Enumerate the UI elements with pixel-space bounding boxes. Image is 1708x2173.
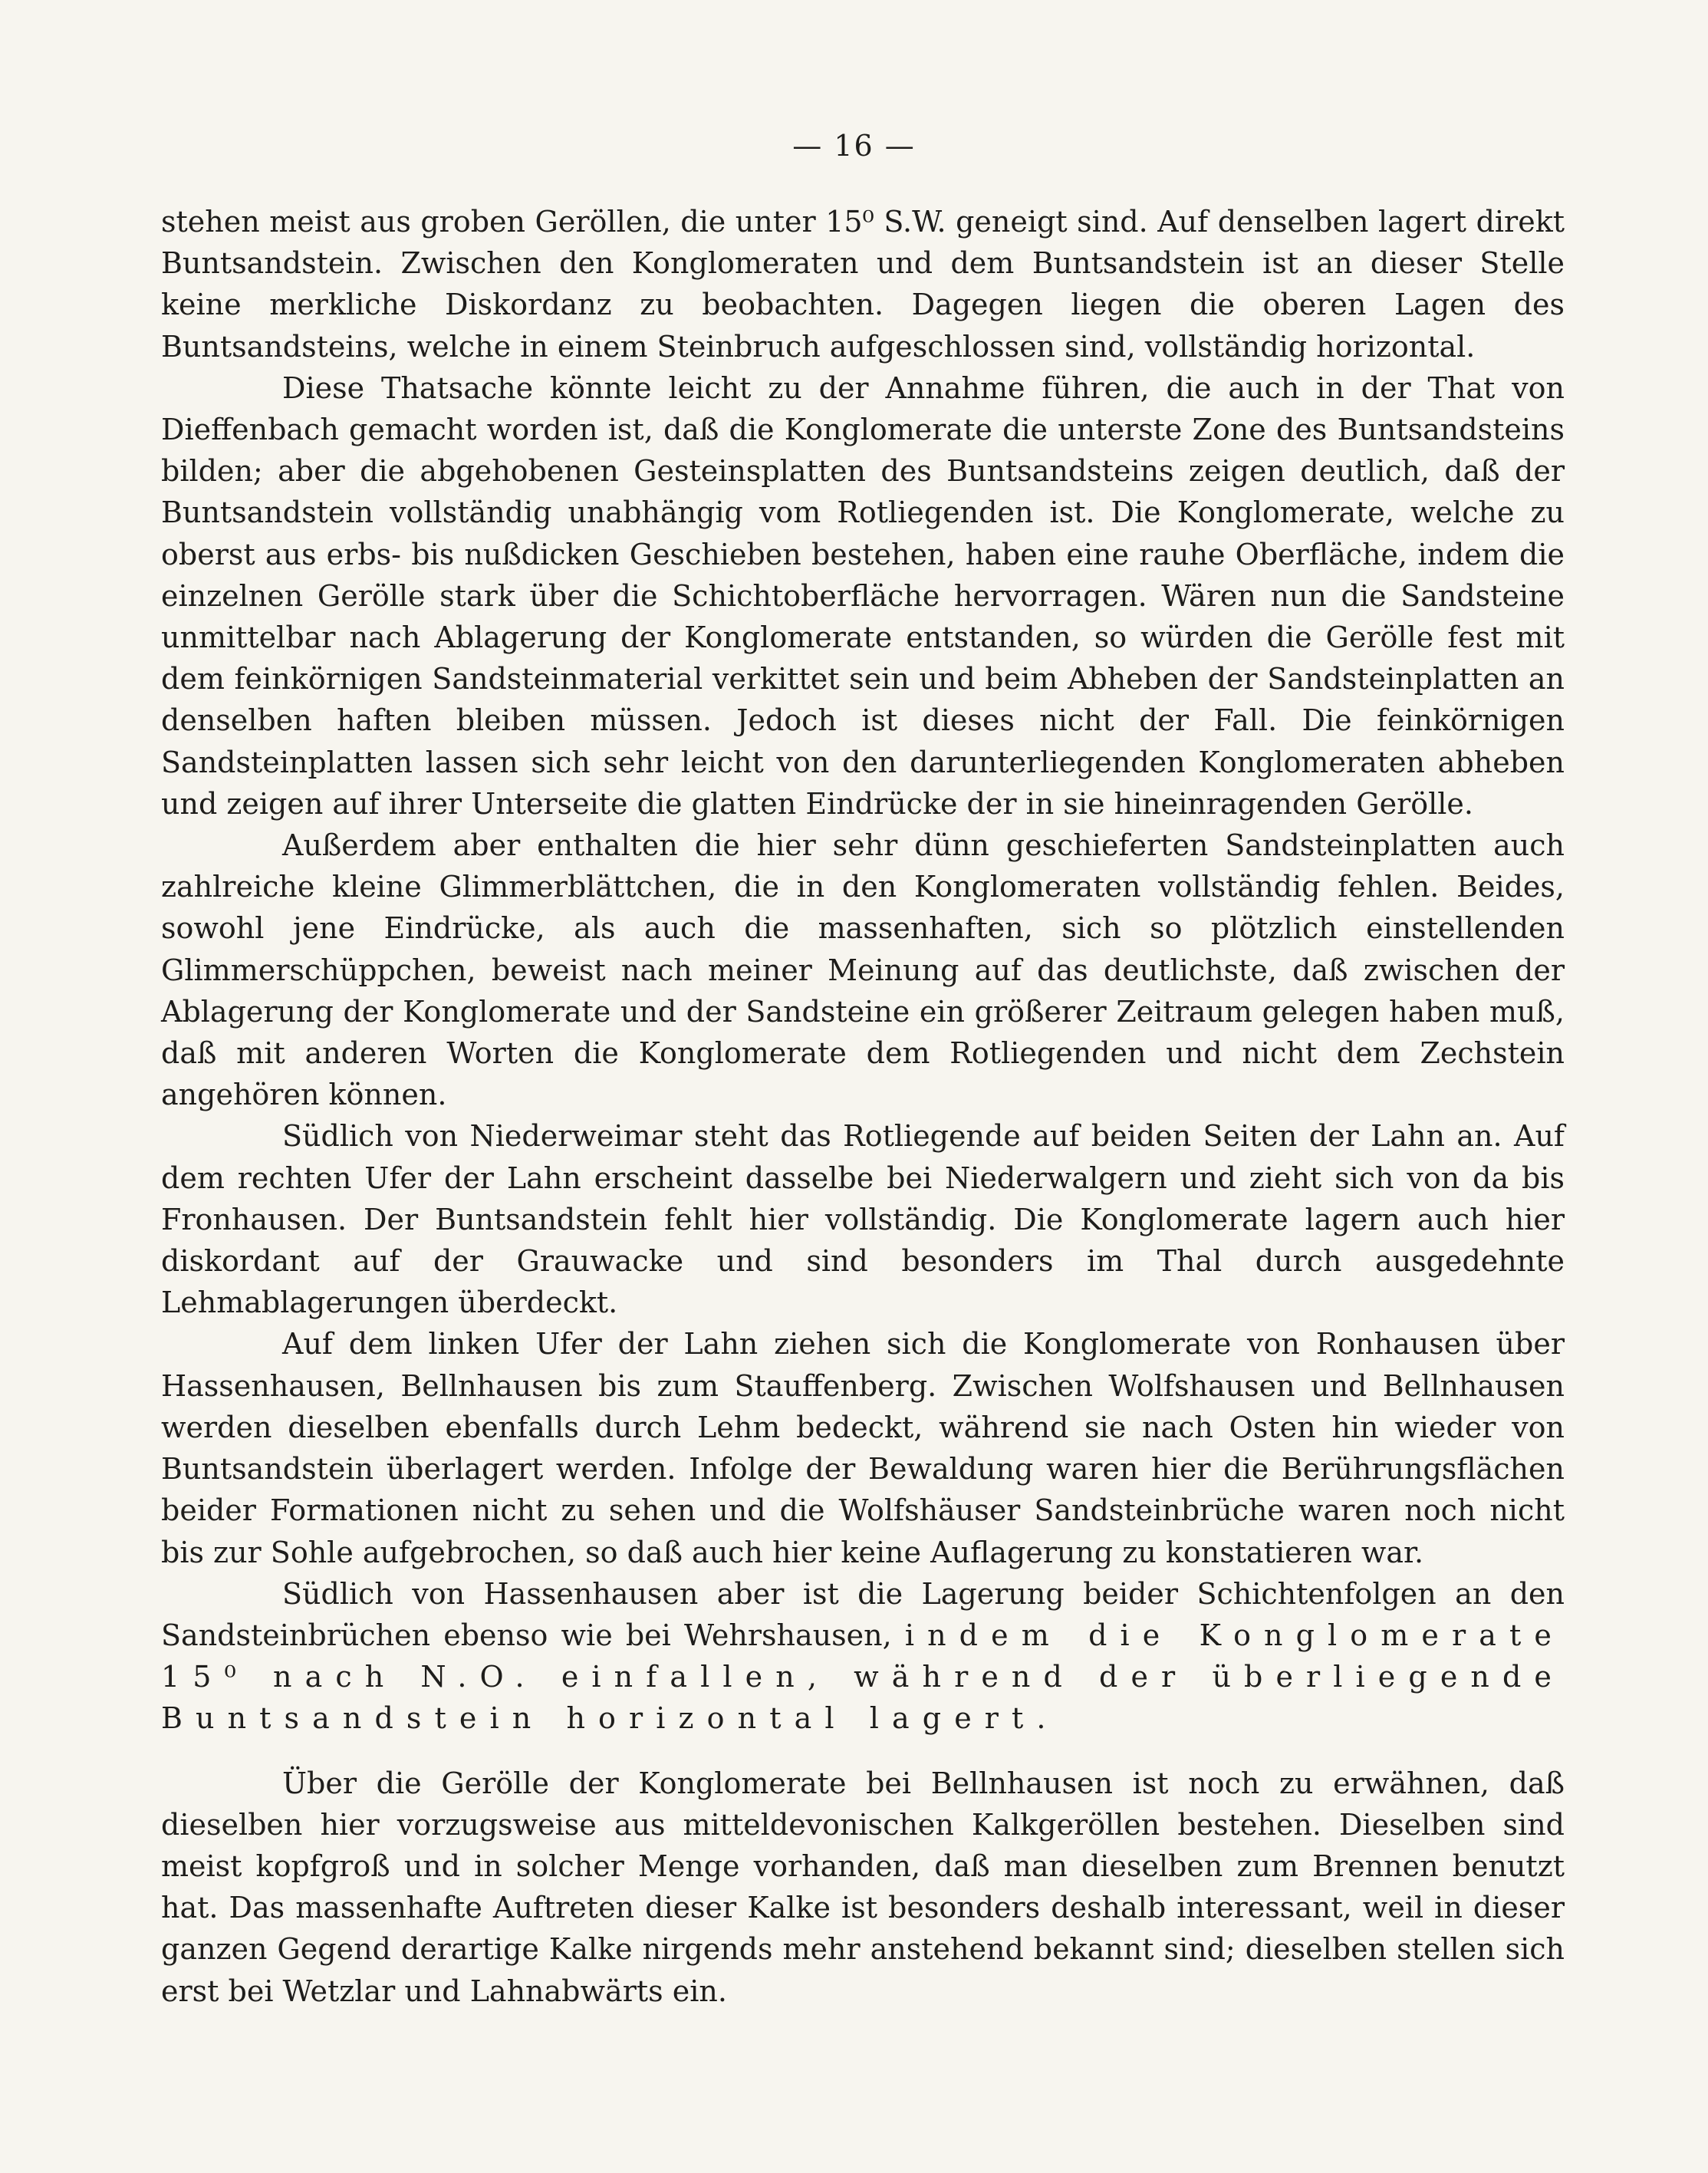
paragraph-3: Außerdem aber enthalten die hier sehr dünn geschieferten Sandsteinplatten auch zahlreiche kleine Glimmerblättchen, die in den Konglomeraten vollständig fehlen. Beides, sowohl jene Eindrücke, als auch die massenhaften, sich so plötzlich einstellenden Glimmerschüppchen, beweist nach meiner Meinung auf das deutlichste, daß zwischen der Ablagerung der Konglomerate und der Sandsteine ein größerer Zeitraum gelegen haben muß, daß mit anderen Worten die Konglomerate dem Rotliegenden und nicht dem Zechstein angehören können. xyxy=(161,828,1565,1112)
paragraph-5: Auf dem linken Ufer der Lahn ziehen sich die Konglomerate von Ronhausen über Hassenhausen, Bellnhausen bis zum Stauffenberg. Zwischen Wolfshausen und Bellnhausen werden dieselben ebenfalls durch Lehm bedeckt, während sie nach Osten hin wieder von Buntsandstein überlagert werden. Infolge der Bewaldung waren hier die Berührungsflächen beider Formationen nicht zu sehen und die Wolfshäuser Sandsteinbrüche waren noch nicht bis zur Sohle aufgebrochen, so daß auch hier keine Auflagerung zu konstatieren war. xyxy=(161,1327,1565,1569)
paragraph-6-text: Südlich von Hassenhausen aber ist die Lagerung beider Schichtenfolgen an den Sandsteinbrüchen ebenso wie bei Wehrshausen, xyxy=(161,1576,1565,1652)
paragraph-7: Über die Gerölle der Konglomerate bei Bellnhausen ist noch zu erwähnen, daß dieselben hier vorzugsweise aus mitteldevonischen Kalkgeröllen bestehen. Dieselben sind meist kopfgroß und in solcher Menge vorhanden, daß man dieselben zum Brennen benutzt hat. Das massenhafte Auftreten dieser Kalke ist besonders deshalb interessant, weil in dieser ganzen Gegend derartige Kalke nirgends mehr anstehend bekannt sind; dieselben stellen sich erst bei Wetzlar und Lahnabwärts ein. xyxy=(161,1766,1565,2008)
paragraph-2: Diese Thatsache könnte leicht zu der Annahme führen, die auch in der That von Dieffenbach gemacht worden ist, daß die Konglomerate die unterste Zone des Buntsandsteins bilden; aber die abgehobenen Gesteinsplatten des Buntsandsteins zeigen deutlich, daß der Buntsandstein vollständig unabhängig vom Rotliegenden ist. Die Konglomerate, welche zu oberst aus erbs- bis nußdicken Geschieben bestehen, haben eine rauhe Oberfläche, indem die einzelnen Gerölle stark über die Schichtoberfläche hervorragen. Wären nun die Sandsteine unmittelbar nach Ablagerung der Konglomerate entstanden, so würden die Gerölle fest mit dem feinkörnigen Sandsteinmaterial verkittet sein und beim Abheben der Sandsteinplatten an denselben haften bleiben müssen. Jedoch ist dieses nicht der Fall. Die feinkörnigen Sandsteinplatten lassen sich sehr leicht von den darunterliegenden Konglomeraten abheben und zeigen auf ihrer Unterseite die glatten Eindrücke der in sie hineinragenden Gerölle. xyxy=(161,370,1565,821)
paragraph-4: Südlich von Niederweimar steht das Rotliegende auf beiden Seiten der Lahn an. Auf dem rechten Ufer der Lahn erscheint dasselbe bei Niederwalgern und zieht sich von da bis Fronhausen. Der Buntsandstein fehlt hier vollständig. Die Konglomerate lagern auch hier diskordant auf der Grauwacke und sind besonders im Thal durch ausgedehnte Lehmablagerungen überdeckt. xyxy=(161,1119,1565,1320)
paragraph-1: stehen meist aus groben Geröllen, die unter 15⁰ S.W. geneigt sind. Auf denselben lagert direkt Buntsandstein. Zwischen den Konglomeraten und dem Buntsandstein ist an dieser Stelle keine merkliche Diskordanz zu beobachten. Dagegen liegen die oberen Lagen des Buntsandsteins, welche in einem Steinbruch aufgeschlossen sind, vollständig horizontal. xyxy=(161,205,1565,364)
paragraph-6 xyxy=(161,1573,1565,1740)
body-text xyxy=(161,201,1565,2012)
paragraph-6-spaced-text: indem die Konglomerate 15⁰ nach N.O. einfallen, während der überliegende Buntsandstein horizontal lagert. xyxy=(161,1618,1565,1736)
page-number: — 16 — xyxy=(792,129,916,163)
